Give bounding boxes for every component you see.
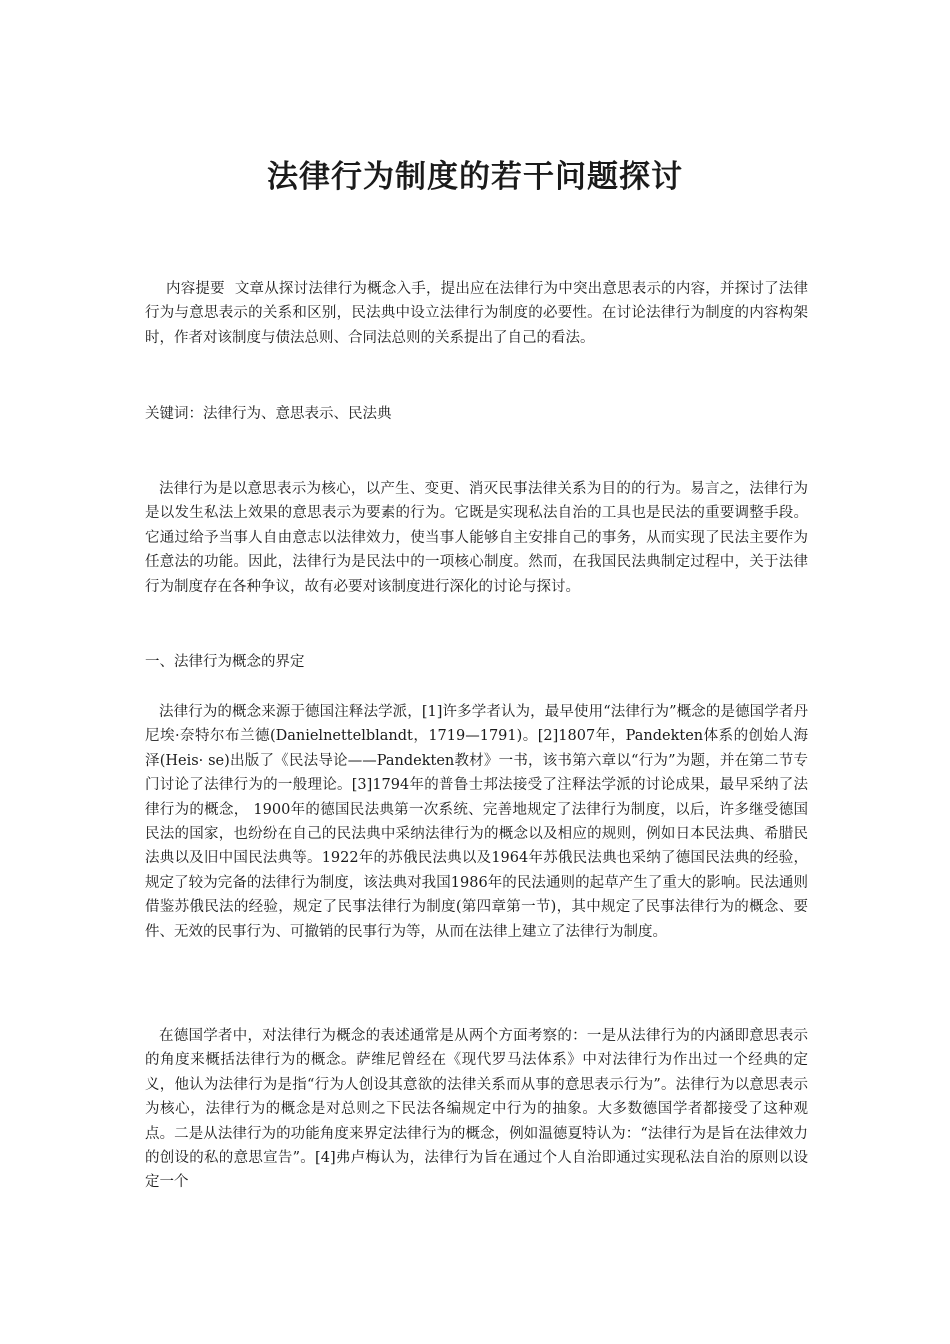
abstract-text: 文章从探讨法律行为概念入手，提出应在法律行为中突出意思表示的内容，并探讨了法律行为与意思表示的关系和区别，民法典中设立法律行为制度的必要性。在讨论法律行为制度的内容构架时，作者对该制度与债法总则、合同法总则的关系提出了自己的看法。 xyxy=(145,281,808,346)
abstract-label: 内容提要 xyxy=(166,281,225,297)
body-paragraph-1: 法律行为是以意思表示为核心，以产生、变更、消灭民事法律关系为目的的行为。易言之，法律行为是以发生私法上效果的意思表示为要素的行为。它既是实现私法自治的工具也是民法的重要调整手段。它通过给予当事人自由意志以法律效力，使当事人能够自主安排自己的事务，从而实现了民法主要作为任意法的功能。因此，法律行为是民法中的一项核心制度。然而，在我国民法典制定过程中，关于法律行为制度存在各种争议，故有必要对该制度进行深化的讨论与探讨。 xyxy=(145,481,808,595)
body-paragraph-2: 法律行为的概念来源于德国注释法学派，[1]许多学者认为，最早使用“法律行为”概念的是德国学者丹尼埃·奈特尔布兰德(Danielnettelblandt，1719—1791)。[2]1807年，Pandekten体系的创始人海泽(Heis· se)出版了《民法导论——Pandekten教材》一书，该书第六章以“行为”为题，并在第二节专门讨论了法律行为的一般理论。[3]1794年的普鲁士邦法接受了注释法学派的讨论成果，最早采纳了法律行为的概念， 1900年的德国民法典第一次系统、完善地规定了法律行为制度，以后，许多继受德国民法的国家，也纷纷在自己的民法典中采纳法律行为的概念以及相应的规则，例如日本民法典、希腊民法典以及旧中国民法典等。1922年的苏俄民法典以及1964年苏俄民法典也采纳了德国民法典的经验，规定了较为完备的法律行为制度，该法典对我国1986年的民法通则的起草产生了重大的影响。民法通则借鉴苏俄民法的经验，规定了民事法律行为制度(第四章第一节)，其中规定了民事法律行为的概念、要件、无效的民事行为、可撤销的民事行为等，从而在法律上建立了法律行为制度。 xyxy=(145,704,808,940)
document-title: 法律行为制度的若干问题探讨 xyxy=(267,159,683,195)
section-heading-1: 一、法律行为概念的界定 xyxy=(145,654,305,670)
abstract-paragraph xyxy=(145,277,808,350)
keywords-line: 关键词：法律行为、意思表示、民法典 xyxy=(145,406,392,422)
body-paragraph-3: 在德国学者中，对法律行为概念的表述通常是从两个方面考察的：一是从法律行为的内涵即意思表示的角度来概括法律行为的概念。萨维尼曾经在《现代罗马法体系》中对法律行为作出过一个经典的定义，他认为法律行为是指“行为人创设其意欲的法律关系而从事的意思表示行为”。法律行为以意思表示为核心，法律行为的概念是对总则之下民法各编规定中行为的抽象。大多数德国学者都接受了这种观点。二是从法律行为的功能角度来界定法律行为的概念，例如温德夏特认为：“法律行为是旨在法律效力的创设的私的意思宣告”。[4]弗卢梅认为，法律行为旨在通过个人自治即通过实现私法自治的原则以设定一个 xyxy=(145,1028,808,1191)
